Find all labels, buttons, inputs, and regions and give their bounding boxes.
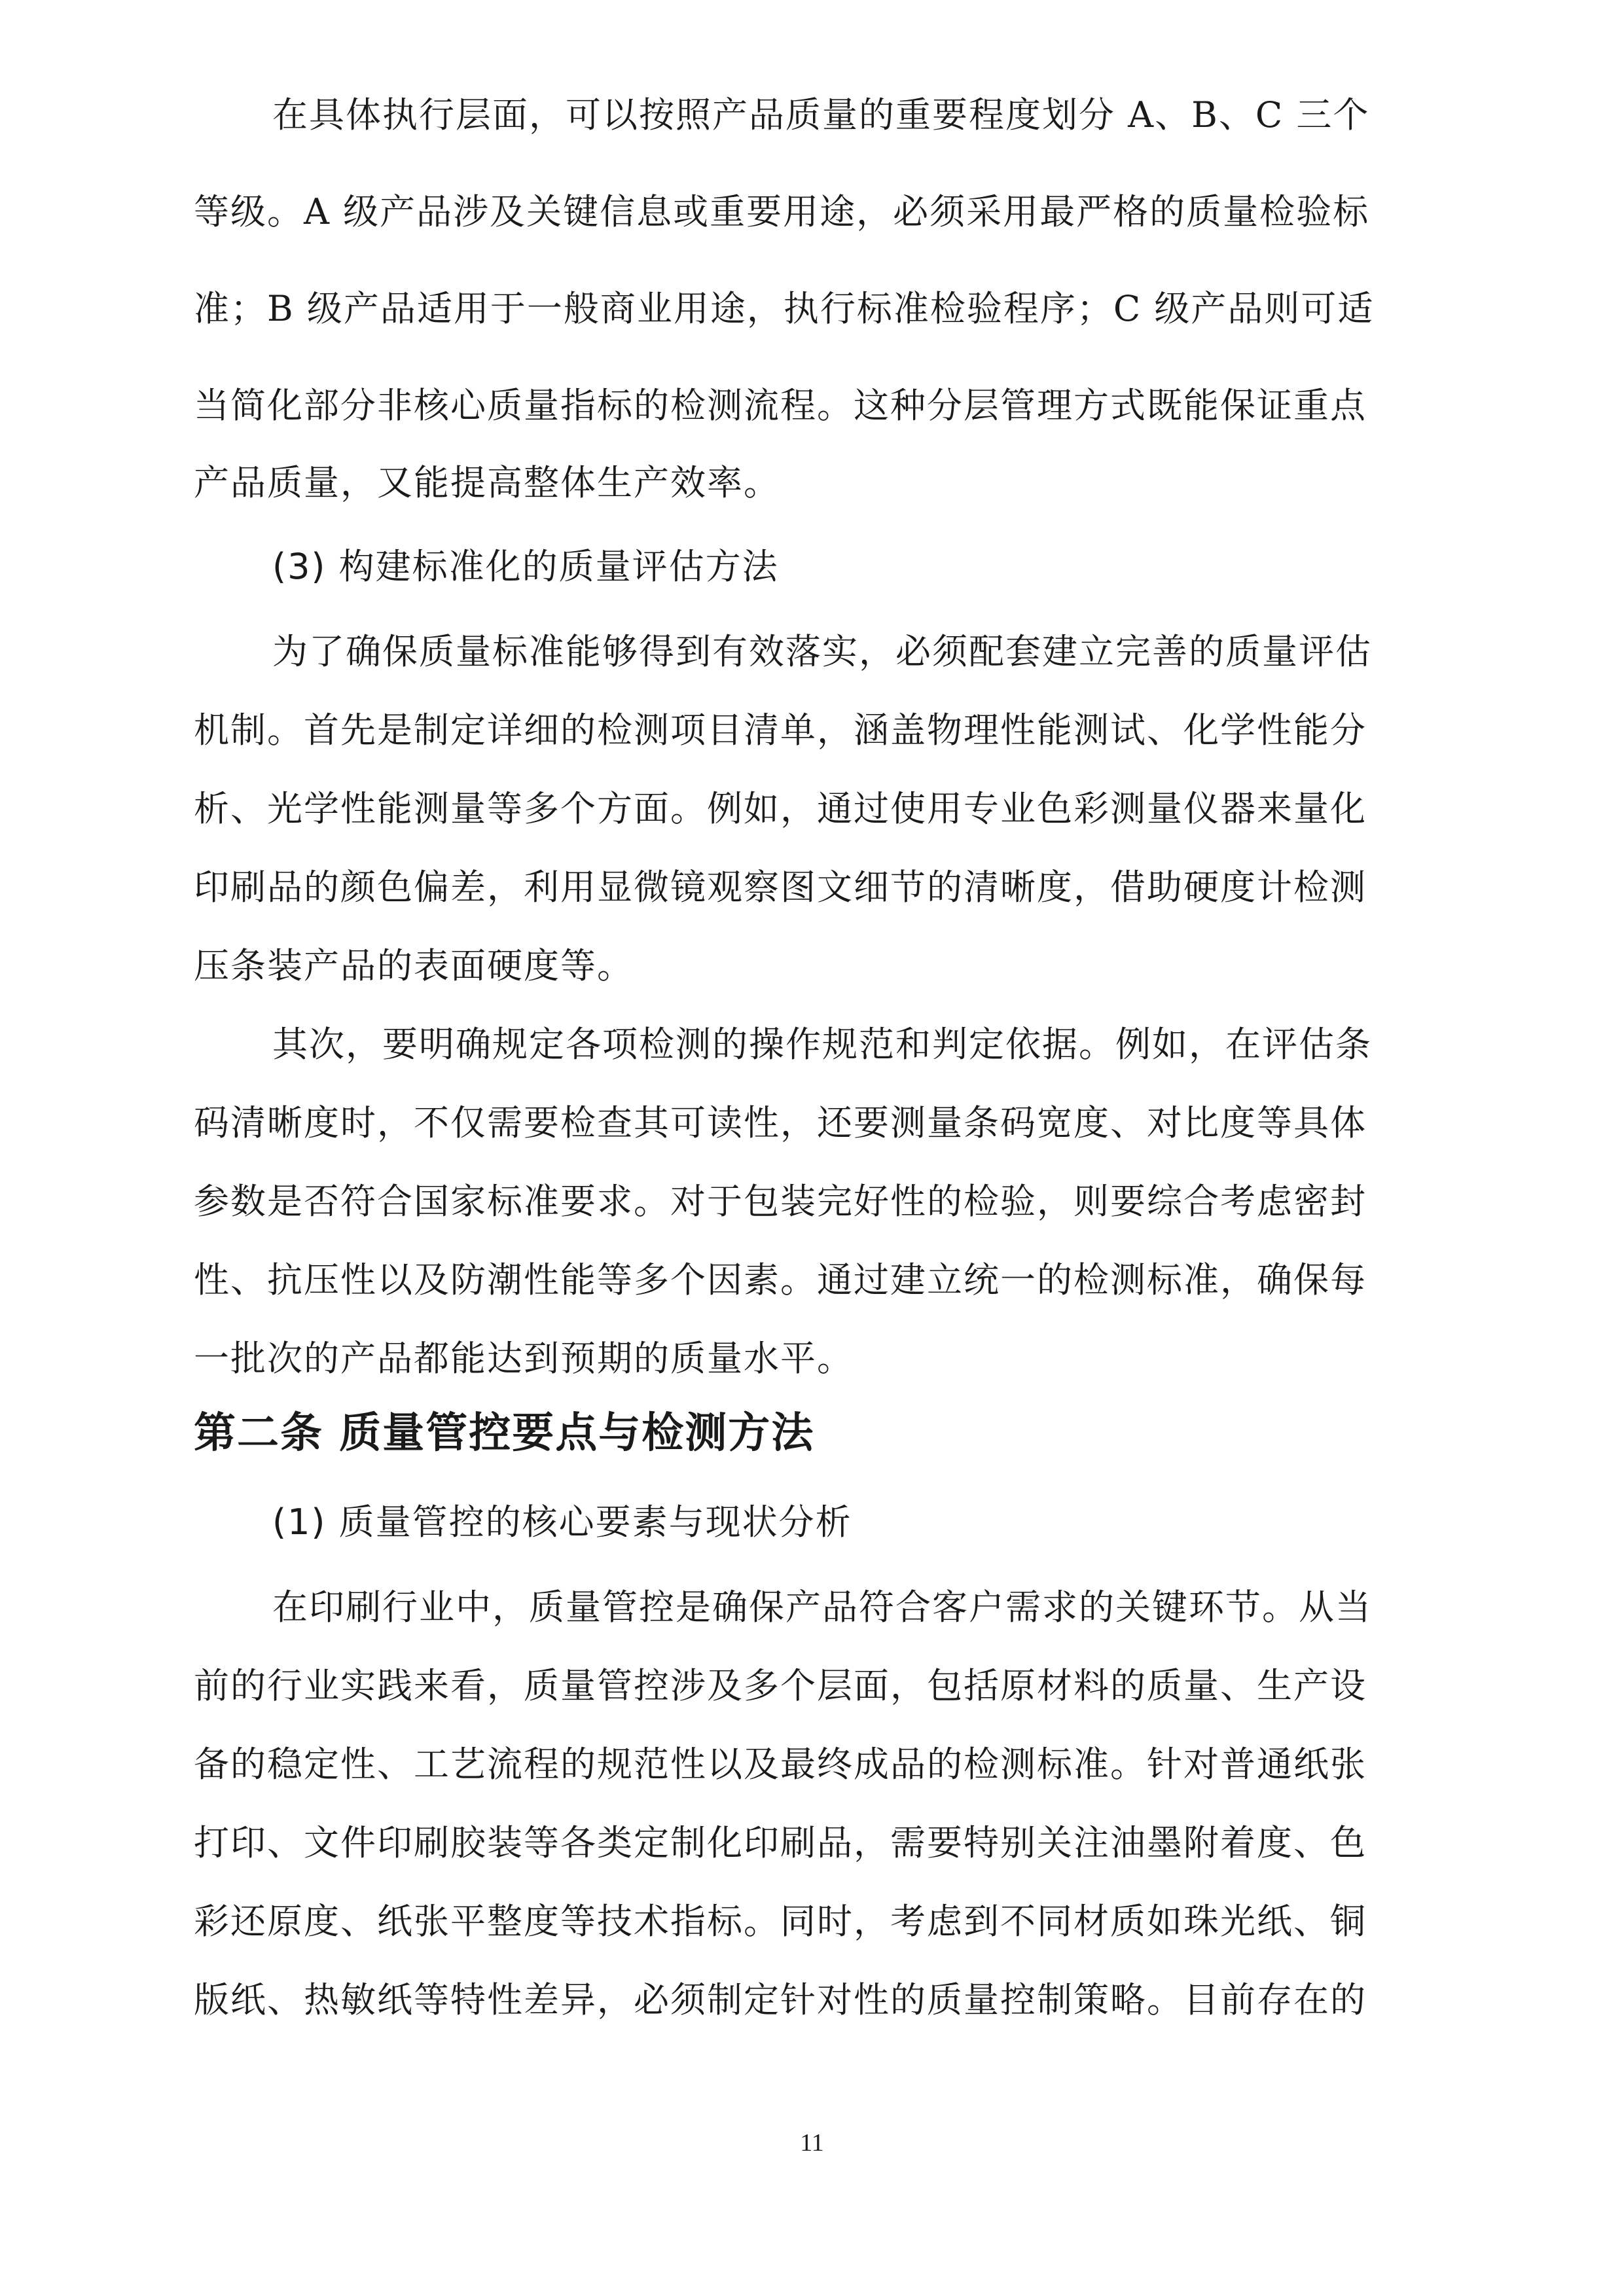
paragraph-line: 等级。A 级产品涉及关键信息或重要用途，必须采用最严格的质量检验标 [194, 191, 1370, 232]
paragraph-line: 为了确保质量标准能够得到有效落实，必须配套建立完善的质量评估 [272, 631, 1372, 672]
paragraph-line: 在具体执行层面，可以按照产品质量的重要程度划分 A、B、C 三个 [272, 94, 1370, 135]
paragraph-line: 彩还原度、纸张平整度等技术指标。同时，考虑到不同材质如珠光纸、铜 [194, 1901, 1367, 1942]
paragraph-line: 一批次的产品都能达到预期的质量水平。 [194, 1338, 854, 1379]
page-number: 11 [800, 2129, 824, 2157]
subsection-heading: (1) 质量管控的核心要素与现状分析 [272, 1501, 852, 1543]
paragraph-line: 码清晰度时，不仅需要检查其可读性，还要测量条码宽度、对比度等具体 [194, 1102, 1367, 1143]
paragraph-line: 其次，要明确规定各项检测的操作规范和判定依据。例如，在评估条 [272, 1024, 1372, 1065]
paragraph-line: 版纸、热敏纸等特性差异，必须制定针对性的质量控制策略。目前存在的 [194, 1979, 1367, 2020]
paragraph-line: 性、抗压性以及防潮性能等多个因素。通过建立统一的检测标准，确保每 [194, 1259, 1367, 1300]
paragraph-line: 准；B 级产品适用于一般商业用途，执行标准检验程序；C 级产品则可适 [194, 288, 1375, 329]
paragraph-line: 析、光学性能测量等多个方面。例如，通过使用专业色彩测量仪器来量化 [194, 788, 1367, 829]
section-heading: 第二条 质量管控要点与检测方法 [194, 1409, 815, 1458]
paragraph-line: 印刷品的颜色偏差，利用显微镜观察图文细节的清晰度，借助硬度计检测 [194, 867, 1367, 908]
paragraph-line: 打印、文件印刷胶装等各类定制化印刷品，需要特别关注油墨附着度、色 [194, 1822, 1367, 1863]
paragraph-line: 备的稳定性、工艺流程的规范性以及最终成品的检测标准。针对普通纸张 [194, 1744, 1367, 1785]
paragraph-line: 前的行业实践来看，质量管控涉及多个层面，包括原材料的质量、生产设 [194, 1665, 1367, 1706]
paragraph-line: 机制。首先是制定详细的检测项目清单，涵盖物理性能测试、化学性能分 [194, 709, 1367, 751]
paragraph-line: 产品质量，又能提高整体生产效率。 [194, 462, 780, 503]
paragraph-line: 当简化部分非核心质量指标的检测流程。这种分层管理方式既能保证重点 [194, 385, 1367, 426]
paragraph-line: 压条装产品的表面硬度等。 [194, 945, 634, 986]
paragraph-line: 在印刷行业中，质量管控是确保产品符合客户需求的关键环节。从当 [272, 1587, 1372, 1628]
paragraph-line: 参数是否符合国家标准要求。对于包装完好性的检验，则要综合考虑密封 [194, 1181, 1367, 1222]
subsection-heading: (3) 构建标准化的质量评估方法 [272, 546, 779, 587]
